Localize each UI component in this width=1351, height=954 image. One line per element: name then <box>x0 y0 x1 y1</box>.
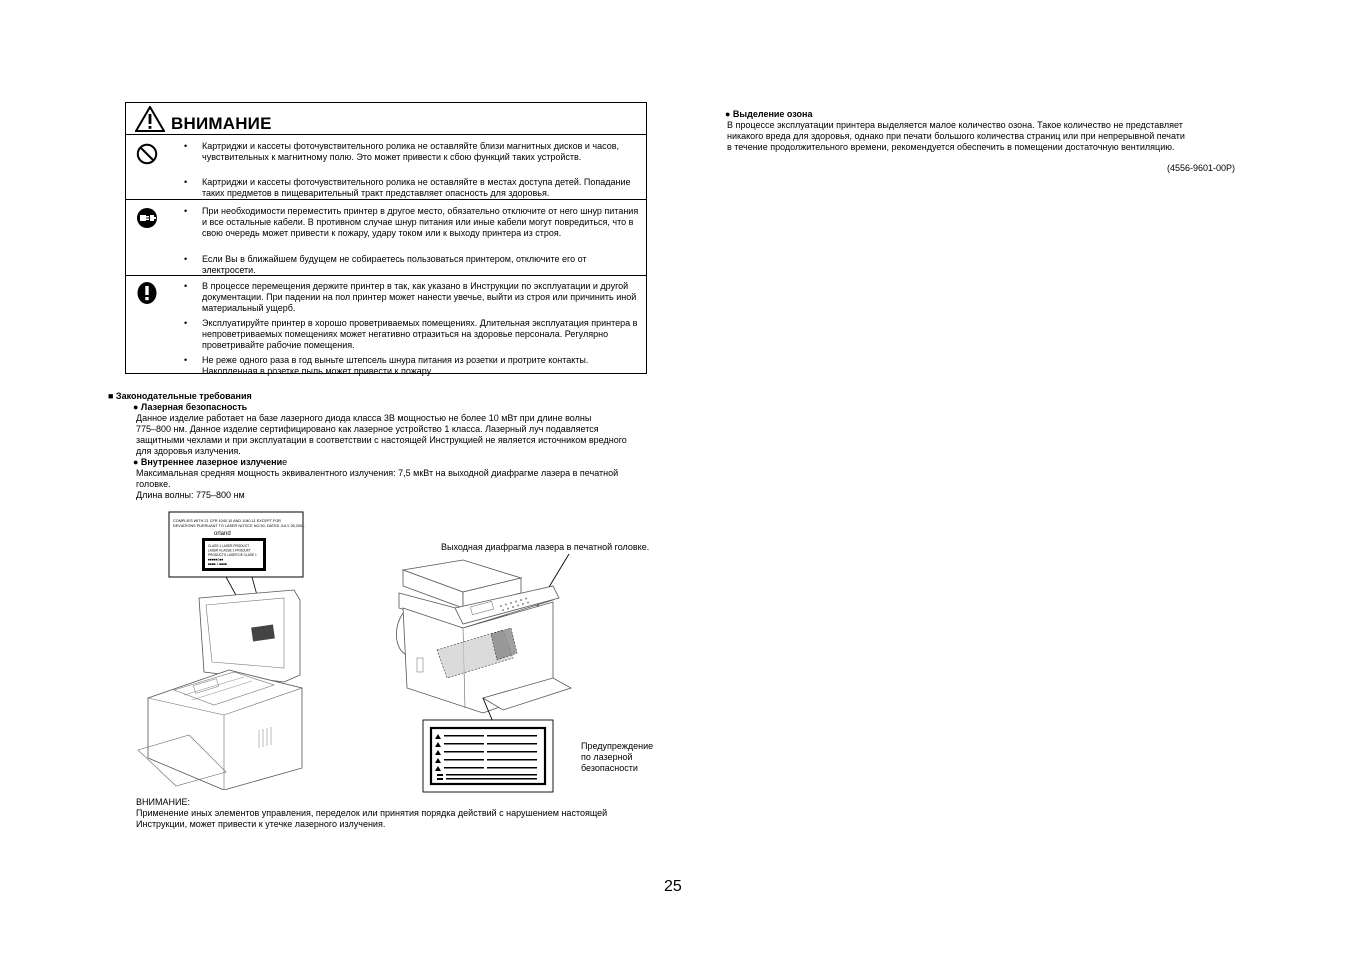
warning-note-title: ВНИМАНИЕ: <box>136 797 190 807</box>
caution-item: Картриджи и кассеты фоточувствительного ролика не оставляйте в местах доступа детей. Попадание таких предметов в пищеварительный тракт представляет опасность для здоровья. <box>202 177 631 198</box>
caution-title: ВНИМАНИЕ <box>171 114 272 133</box>
text-line: Применение иных элементов управления, переделок или принятия порядка действий с нарушением настоящей <box>136 808 608 818</box>
text-line: для здоровья излучения. <box>136 446 241 456</box>
bullet: • <box>184 141 188 151</box>
ozone-text <box>727 120 1185 153</box>
label-compliance-line: COMPLIES WITH 21 CFR 1040.10 AND 1040.11 EXCEPT FOR <box>173 519 281 523</box>
text-line: никакого вреда для здоровья, однако при печати большого количества страниц или при непрерывной печати <box>727 131 1185 141</box>
internal-heading-tail: е <box>282 457 288 467</box>
caution-box <box>125 102 647 374</box>
caution-item: Эксплуатируйте принтер в хорошо проветриваемых помещениях. Длительная эксплуатация принтера в непроветриваемых помещениях может негативно отразиться на здоровье персонала. Регулярно проветривайте рабочие помещения. <box>202 318 638 350</box>
warning-triangle-icon <box>135 106 165 132</box>
legal-heading: ■ Законодательные требования <box>108 391 252 401</box>
label-compliance-line: DEVIATIONS PURSUANT TO LASER NOTICE NO.50, DATED JULY 26,2001. <box>173 524 306 528</box>
ozone-heading: ● Выделение озона <box>725 109 813 119</box>
text-line: Длина волны: 775–800 нм <box>136 490 245 500</box>
laser-warning-caption <box>581 741 653 774</box>
text-line: В процессе эксплуатации принтера выделяется малое количество озона. Такое количество не представляет <box>727 120 1183 130</box>
page-number: 25 <box>664 878 682 895</box>
caution-item: При необходимости переместить принтер в другое место, обязательно отключите от него шнур питания и все остальные кабели. В противном случае шнур питания или иные кабели могут повредиться, что в свою очередь может привести к пожару, удару током или к выходу принтера из строя. <box>202 206 639 238</box>
text-line: 775–800 нм. Данное изделие сертифицировано как лазерное устройство 1 класса. Лазерный луч подавляется <box>136 424 599 434</box>
document-code: (4556-9601-00P) <box>1167 163 1236 173</box>
internal-laser-text <box>136 468 618 501</box>
caption-line: Предупреждение <box>581 741 654 751</box>
label-class-line: CLASS 1 LASER PRODUCT <box>208 544 250 548</box>
text-line: Инструкции, может привести к утечке лазерного излучения. <box>136 819 386 829</box>
label-class-line: ■■■■■1■■ <box>208 557 224 562</box>
exclamation-icon <box>136 281 158 305</box>
caution-row-mandatory <box>126 275 646 374</box>
caution-item: Не реже одного раза в год выньте штепсель шнура питания из розетки и протрите контакты. Накопленная в розетке пыль может привести к пожару. <box>202 355 589 376</box>
aperture-caption: Выходная диафрагма лазера в печатной головке. <box>441 542 650 552</box>
caution-header <box>126 103 646 135</box>
caution-row-unplug <box>126 199 646 275</box>
text-line: Максимальная средняя мощность эквивалентного излучения: 7,5 мкВт на выходной диафрагме лазера в печатной <box>136 468 619 478</box>
text-line: в течение продолжительного времени, рекомендуется обеспечить в помещении достаточную вентиляцию. <box>727 142 1175 152</box>
caution-item: Картриджи и кассеты фоточувствительного ролика не оставляйте близи магнитных дисков и часов, чувствительных к магнитному полю. Это может привести к сбою функций таких устройств. <box>202 141 619 162</box>
label-class-line: ■■■■ 1 ■■■■ <box>208 562 227 566</box>
warning-note <box>136 797 607 830</box>
bullet: • <box>184 206 188 216</box>
bullet: • <box>184 254 188 264</box>
text-line: Данное изделие работает на базе лазерного диода класса 3B мощностью не более 10 мВт при длине волны <box>136 413 592 423</box>
laser-safety-heading: ● Лазерная безопасность <box>133 402 248 412</box>
caution-item: В процессе перемещения держите принтер в так, как указано в Инструкции по эксплуатации и другой документации. При падении на пол принтер может нанести увечье, выйти из строя или причинить иной материальный ущерб. <box>202 281 637 313</box>
unplug-icon <box>136 207 158 229</box>
internal-heading-bold: ● Внутреннее лазерное излучени <box>133 457 283 467</box>
label-class-line: LASER KLASSE 1 PRODUKT <box>208 548 251 553</box>
prohibition-icon <box>136 143 158 165</box>
caption-line: по лазерной <box>581 752 633 762</box>
text-line: головке. <box>136 479 171 489</box>
text-line: защитными чехлами и при эксплуатации в соответствии с настоящей Инструкцией не является источником вредного <box>136 435 627 445</box>
bullet: • <box>184 318 188 328</box>
label-brand: orland <box>214 531 231 537</box>
internal-laser-heading <box>133 457 287 468</box>
caption-line: безопасности <box>581 763 638 773</box>
caution-item: Если Вы в ближайшем будущем не собираетесь пользоваться принтером, отключите его от электросети. <box>202 254 587 275</box>
caution-row-prohibition <box>126 135 646 199</box>
printer-open-illustration <box>134 510 306 790</box>
laser-safety-text <box>136 413 627 457</box>
bullet: • <box>184 281 188 291</box>
bullet: • <box>184 355 188 365</box>
label-class-line: PRODUCTO LASER DE CLASE 1 <box>208 553 257 557</box>
bullet: • <box>184 177 188 187</box>
